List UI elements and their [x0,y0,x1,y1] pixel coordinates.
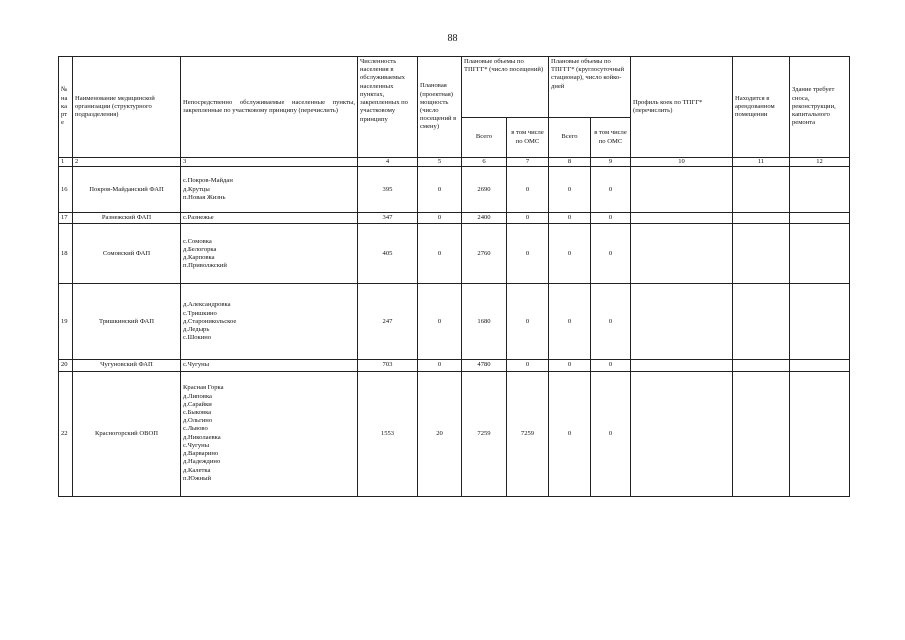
population-value: 703 [358,360,418,371]
header-settlements: Непосредственно обслуживаемые населенные пункты, закрепленные по участковому принципу (перечислить) [181,57,358,158]
header-bed-profile: Профиль коек по ТПГГ* (перечислить) [631,57,733,158]
bed-profile-value [631,213,733,224]
settlement-name: д.Николаевка [183,433,221,441]
settlement-name: д.Ледырь [183,326,210,334]
settlement-name: с.Покров-Майдан [183,177,233,185]
header-demolition: Здание требует сноса, реконструкции, капитального ремонта [790,57,850,158]
settlement-name: д.Сарайки [183,400,212,408]
header-number: № на карте [59,57,73,158]
table-row [59,167,850,213]
row-number: 17 [59,213,73,224]
subheader-beds-total: Всего [549,118,591,158]
beds-total-value: 0 [549,224,591,284]
organization-name: Покров-Майданский ФАП [73,167,181,213]
column-number: 9 [591,158,631,167]
subheader-beds-oms: в том числе по ОМС [591,118,631,158]
bed-profile-value [631,224,733,284]
settlements-list [181,284,358,360]
settlement-name: д.Калетка [183,466,211,474]
demolition-value [790,167,850,213]
column-number: 6 [462,158,507,167]
settlement-name: д.Староникольское [183,317,237,325]
organization-name: Разнежский ФАП [73,213,181,224]
settlement-name: с.Сомовка [183,237,212,245]
capacity-value: 0 [418,224,462,284]
settlements-list [181,167,358,213]
settlement-name: д.Александровка [183,301,231,309]
settlements-list [181,371,358,496]
organization-name: Чугуновский ФАП [73,360,181,371]
column-number: 3 [181,158,358,167]
settlement-name: д.Белогорка [183,245,217,253]
demolition-value [790,371,850,496]
visits-total-value: 2690 [462,167,507,213]
row-number: 18 [59,224,73,284]
column-number: 4 [358,158,418,167]
demolition-value [790,224,850,284]
table-row [59,360,850,371]
capacity-value: 0 [418,167,462,213]
visits-oms-value: 0 [507,167,549,213]
capacity-value: 0 [418,284,462,360]
visits-oms-value: 0 [507,224,549,284]
capacity-value: 0 [418,360,462,371]
subheader-visits-total: Всего [462,118,507,158]
rented-value [733,224,790,284]
rented-value [733,360,790,371]
rented-value [733,371,790,496]
beds-oms-value: 0 [591,213,631,224]
row-number: 16 [59,167,73,213]
settlement-name: д.Варварино [183,450,219,458]
population-value: 347 [358,213,418,224]
capacity-value: 20 [418,371,462,496]
population-value: 405 [358,224,418,284]
settlement-name: с.Чугуны [183,441,210,449]
settlement-name: п.Приволжский [183,262,227,270]
capacity-value: 0 [418,213,462,224]
settlement-name: д.Ольгино [183,417,213,425]
column-number: 10 [631,158,733,167]
visits-total-value: 1680 [462,284,507,360]
table-row [59,224,850,284]
bed-profile-value [631,371,733,496]
settlement-name: д.Карповка [183,253,215,261]
settlements-list [181,360,358,371]
column-number: 1 [59,158,73,167]
column-number: 7 [507,158,549,167]
settlement-name: п.Новая Жизнь [183,193,226,201]
population-value: 247 [358,284,418,360]
facilities-table [58,56,850,497]
subheader-visits-oms: в том числе по ОМС [507,118,549,158]
demolition-value [790,284,850,360]
visits-total-value: 4780 [462,360,507,371]
visits-total-value: 2400 [462,213,507,224]
settlement-name: д.Липовка [183,392,212,400]
beds-total-value: 0 [549,371,591,496]
organization-name: Сомовский ФАП [73,224,181,284]
column-number: 8 [549,158,591,167]
settlement-name: с.Быковка [183,409,212,416]
column-number: 2 [73,158,181,167]
column-number: 11 [733,158,790,167]
header-inpatient-volume: Плановые объемы по ТПГГГ* (круглосуточный стационар), число койко-дней [549,57,631,118]
visits-oms-value: 0 [507,360,549,371]
visits-total-value: 7259 [462,371,507,496]
beds-total-value: 0 [549,360,591,371]
page-number: 88 [447,33,458,44]
beds-oms-value: 0 [591,167,631,213]
bed-profile-value [631,167,733,213]
row-number: 19 [59,284,73,360]
beds-oms-value: 0 [591,371,631,496]
bed-profile-value [631,360,733,371]
table-row [59,284,850,360]
settlement-name: с.Львово [183,425,208,433]
settlements-list [181,224,358,284]
header-rented: Находится в арендованном помещении [733,57,790,158]
table-row [59,213,850,224]
column-numbers-row [59,158,850,167]
beds-total-value: 0 [549,213,591,224]
settlement-name: д.Надеждино [183,458,221,466]
settlements-list [181,213,358,224]
beds-total-value: 0 [549,284,591,360]
rented-value [733,167,790,213]
demolition-value [790,213,850,224]
organization-name: Красногорский ОВОП [73,371,181,496]
column-number: 5 [418,158,462,167]
demolition-value [790,360,850,371]
organization-name: Тришкинский ФАП [73,284,181,360]
settlement-name: Красная Горка [183,384,224,392]
visits-oms-value: 7259 [507,371,549,496]
rented-value [733,213,790,224]
header-organization: Наименование медицинской организации (структурного подразделения) [73,57,181,158]
population-value: 1553 [358,371,418,496]
column-number: 12 [790,158,850,167]
settlement-name: с.Тришкино [183,309,217,317]
visits-total-value: 2760 [462,224,507,284]
row-number: 22 [59,371,73,496]
beds-oms-value: 0 [591,360,631,371]
header-population: Численность населения в обслуживаемых населенных пунктах, закрепленных по участковому принципу [358,57,418,158]
beds-total-value: 0 [549,167,591,213]
bed-profile-value [631,284,733,360]
table-row [59,371,850,496]
population-value: 395 [358,167,418,213]
settlement-name: п.Южный [183,474,212,482]
settlement-name: с.Разнежье [183,214,214,222]
header-capacity: Плановая (проектная) мощность (число посещений в смену) [418,57,462,158]
header-outpatient-volume: Плановые объемы по ТПГГГ* (число посещений) [462,57,549,118]
row-number: 20 [59,360,73,371]
settlement-name: д.Крутцы [183,185,210,193]
visits-oms-value: 0 [507,284,549,360]
rented-value [733,284,790,360]
settlement-name: с.Шокино [183,334,212,342]
beds-oms-value: 0 [591,284,631,360]
beds-oms-value: 0 [591,224,631,284]
settlement-name: с.Чугуны [183,361,210,369]
visits-oms-value: 0 [507,213,549,224]
